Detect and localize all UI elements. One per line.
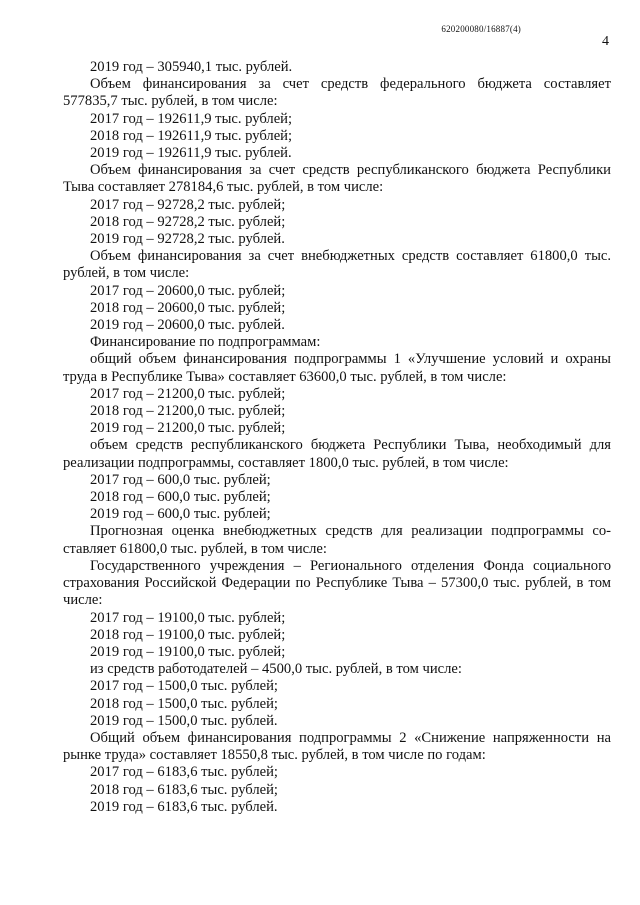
paragraph: объем средств республиканского бюджета Республики Тыва, необходимый для реализации подпрограммы, составляет 1800,0 тыс. рублей, в том числе: <box>63 437 611 471</box>
paragraph: 2019 год – 6183,6 тыс. рублей. <box>90 798 278 815</box>
paragraph: 2019 год – 305940,1 тыс. рублей. <box>90 59 293 75</box>
paragraph: 2019 год – 20600,0 тыс. рублей. <box>90 317 285 334</box>
paragraph: 2018 год – 6183,6 тыс. рублей; <box>90 781 278 798</box>
paragraph: 2017 год – 19100,0 тыс. рублей; <box>90 609 286 626</box>
paragraph: Объем финансирования за счет средств федерального бюджета составляет 577835,7 тыс. рублей, в том числе: <box>63 76 611 110</box>
paragraph: Общий объем финансирования подпрограммы 2 «Снижение напряженности на рынке труда» составляет 18550,8 тыс. рублей, в том числе по годам: <box>63 729 611 764</box>
paragraph: 2017 год – 6183,6 тыс. рублей; <box>90 764 278 781</box>
paragraph: 2017 год – 92728,2 тыс. рублей; <box>90 196 286 213</box>
document-registration-code: 620200080/16887(4) <box>441 24 521 34</box>
paragraph: 2017 год – 1500,0 тыс. рублей; <box>90 678 278 695</box>
paragraph: 2018 год – 1500,0 тыс. рублей; <box>90 695 278 712</box>
paragraph: 2019 год – 92728,2 тыс. рублей. <box>90 231 285 248</box>
paragraph: 2017 год – 600,0 тыс. рублей; <box>90 471 271 488</box>
paragraph: 2018 год – 92728,2 тыс. рублей; <box>90 213 286 230</box>
paragraph: 2017 год – 192611,9 тыс. рублей; <box>90 110 293 127</box>
paragraph: 2017 год – 21200,0 тыс. рублей; <box>90 385 286 402</box>
paragraph: 2019 год – 1500,0 тыс. рублей. <box>90 712 278 729</box>
document-body <box>63 59 611 816</box>
paragraph: 2018 год – 21200,0 тыс. рублей; <box>90 403 286 420</box>
paragraph: Прогнозная оценка внебюджетных средств для реализации подпрограммы составляет 61800,0 тыс. рублей, в том числе: <box>63 523 611 557</box>
paragraph: Объем финансирования за счет средств республиканского бюджета Республики Тыва составляет 278184,6 тыс. рублей, в том числе: <box>63 162 611 196</box>
paragraph: Объем финансирования за счет внебюджетных средств составляет 61800,0 тыс. рублей, в том числе: <box>63 248 611 282</box>
paragraph: 2019 год – 19100,0 тыс. рублей; <box>90 643 286 660</box>
paragraph: 2019 год – 600,0 тыс. рублей; <box>90 506 271 523</box>
paragraph: 2019 год – 21200,0 тыс. рублей; <box>90 420 286 437</box>
paragraph: 2018 год – 19100,0 тыс. рублей; <box>90 626 286 643</box>
paragraph: общий объем финансирования подпрограммы 1 «Улучшение условий и охраны труда в Республике Тыва» составляет 63600,0 тыс. рублей, в том числе: <box>63 351 611 385</box>
paragraph: Финансирование по подпрограммам: <box>90 334 321 351</box>
paragraph: из средств работодателей – 4500,0 тыс. рублей, в том числе: <box>90 661 462 678</box>
paragraph: 2018 год – 20600,0 тыс. рублей; <box>90 299 286 316</box>
paragraph: 2017 год – 20600,0 тыс. рублей; <box>90 282 286 299</box>
paragraph: 2019 год – 192611,9 тыс. рублей. <box>90 145 292 162</box>
paragraph: 2018 год – 192611,9 тыс. рублей; <box>90 127 293 144</box>
paragraph: Государственного учреждения – Регионального отделения Фонда социального страхования Российской Федерации по Республике Тыва – 57300,0 тыс. рублей, в том числе: <box>63 557 611 609</box>
page-number: 4 <box>602 34 609 49</box>
paragraph: 2018 год – 600,0 тыс. рублей; <box>90 489 271 506</box>
